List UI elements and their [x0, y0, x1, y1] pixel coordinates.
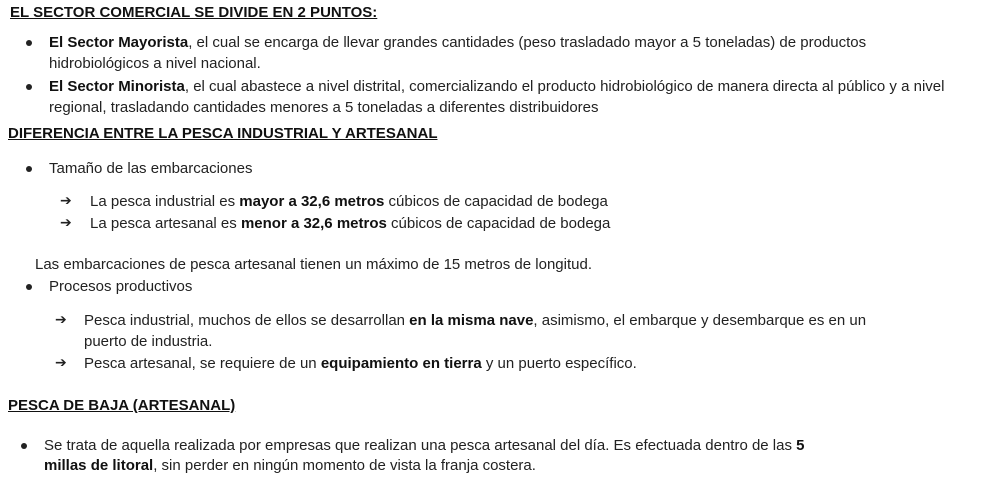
sub-item-artesanal-size: La pesca artesanal es menor a 32,6 metros cúbicos de capacidad de bodega [90, 215, 611, 232]
note-text: Las embarcaciones de pesca artesanal tienen un máximo de 15 metros de longitud. [35, 256, 592, 273]
bullet-icon [26, 284, 32, 290]
term-mayorista: El Sector Mayorista [49, 34, 189, 51]
sub-item-industrial-proceso-cont: puerto de industria. [84, 333, 213, 350]
section-heading-pesca-de-baja: PESCA DE BAJA (ARTESANAL) [8, 397, 236, 414]
arrow-right-icon: ➔ [60, 193, 72, 209]
arrow-right-icon: ➔ [55, 355, 67, 371]
sub-item-industrial-proceso: Pesca industrial, muchos de ellos se desarrollan en la misma nave, asimismo, el embarque y desembarque es en un [84, 312, 867, 329]
list-item-mayorista: El Sector Mayorista, el cual se encarga de llevar grandes cantidades (peso trasladado mayor a 5 toneladas) de productos [49, 34, 867, 51]
list-item-minorista: El Sector Minorista, el cual abastece a nivel distrital, comercializando el producto hidrobiológico de manera directa al público y a nivel [49, 78, 945, 95]
section-heading-diferencia: DIFERENCIA ENTRE LA PESCA INDUSTRIAL Y ARTESANAL [8, 125, 438, 142]
bullet-icon [21, 443, 27, 449]
list-item-tamano: Tamaño de las embarcaciones [49, 160, 253, 177]
bullet-icon [26, 84, 32, 90]
sub-item-industrial-size: La pesca industrial es mayor a 32,6 metros cúbicos de capacidad de bodega [90, 193, 608, 210]
list-item-pesca-baja-cont: millas de litoral, sin perder en ningún momento de vista la franja costera. [44, 457, 536, 474]
sub-item-artesanal-proceso: Pesca artesanal, se requiere de un equipamiento en tierra y un puerto específico. [84, 355, 637, 372]
bullet-icon [26, 166, 32, 172]
list-item-minorista-cont: regional, trasladando cantidades menores a 5 toneladas a diferentes distribuidores [49, 99, 599, 116]
bullet-icon [26, 40, 32, 46]
arrow-right-icon: ➔ [55, 312, 67, 328]
term-minorista: El Sector Minorista [49, 78, 185, 95]
arrow-right-icon: ➔ [60, 215, 72, 231]
list-item-pesca-baja: Se trata de aquella realizada por empresas que realizan una pesca artesanal del día. Es efectuada dentro de las 5 [44, 437, 805, 454]
section-heading-sector-comercial: EL SECTOR COMERCIAL SE DIVIDE EN 2 PUNTOS: [10, 4, 378, 21]
list-item-mayorista-cont: hidrobiológicos a nivel nacional. [49, 55, 261, 72]
list-item-procesos: Procesos productivos [49, 278, 193, 295]
